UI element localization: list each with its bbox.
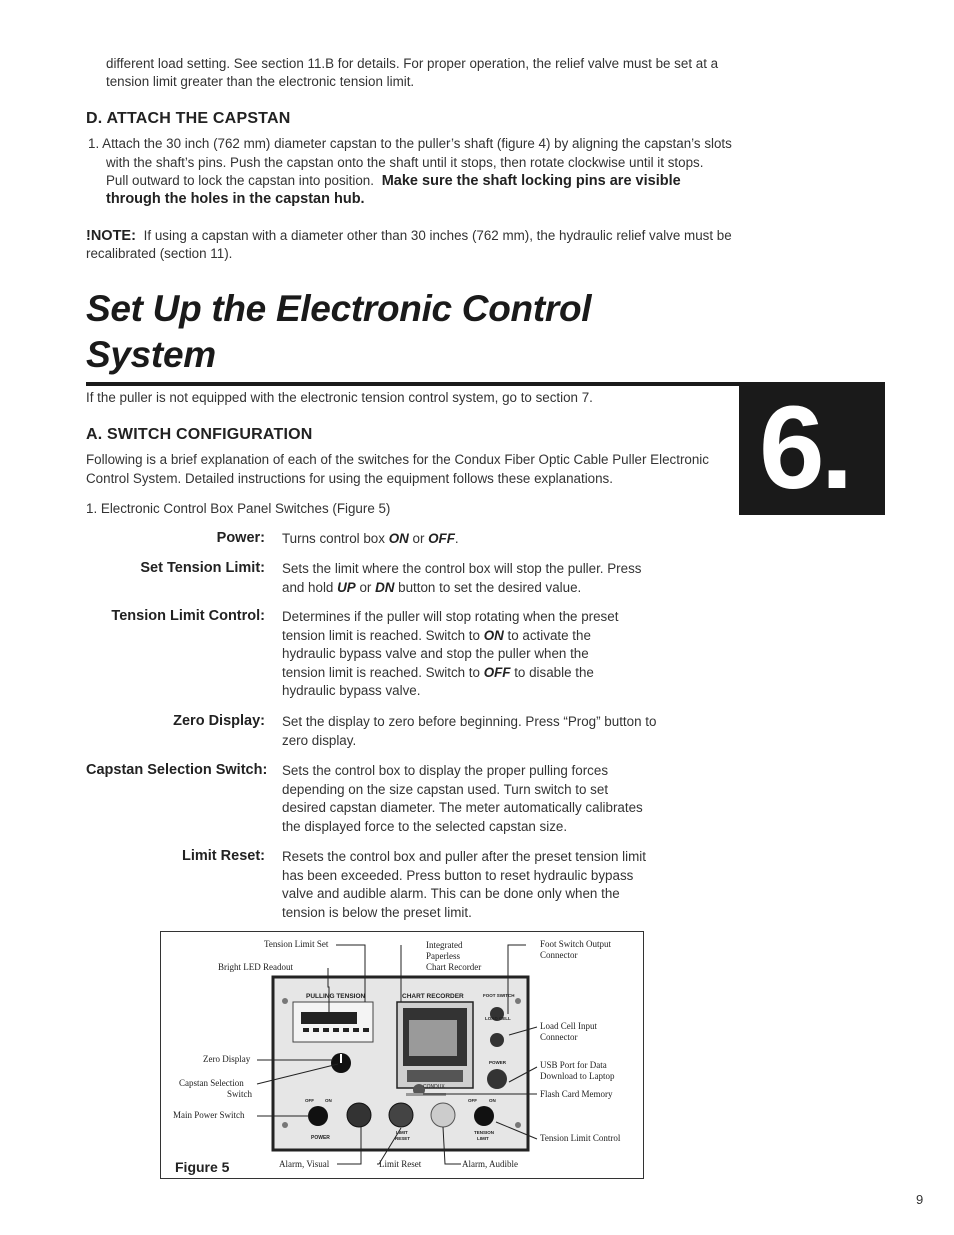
panel-chart-recorder: CHART RECORDER	[402, 993, 464, 1000]
callout-alarm-audible: Alarm, Audible	[462, 1159, 518, 1169]
intro-line-2: tension limit greater than the electronic tension limit.	[106, 74, 415, 89]
set-tension-up: UP	[337, 579, 356, 595]
limit-reset-l2: has been exceeded. Press button to reset hydraulic bypass	[282, 867, 634, 883]
panel-foot-switch: FOOT SWITCH	[483, 993, 515, 998]
callout-paperless: Paperless	[426, 951, 460, 961]
panel-power-small: POWER	[489, 1060, 507, 1065]
switch-tension-control-desc	[282, 608, 662, 701]
callout-usb-2: Download to Laptop	[540, 1071, 615, 1081]
set-tension-l2c: button to set the desired value.	[394, 579, 582, 595]
power-text-3: .	[454, 531, 459, 546]
limit-reset-l3: valve and audible alarm. This can be done only when the	[282, 886, 620, 901]
limit-reset-l4: tension is below the preset limit.	[282, 904, 472, 920]
tension-control-l4a: tension limit is reached. Switch to	[282, 664, 484, 680]
set-tension-l1: Sets the limit where the control box will stop the puller. Press	[282, 561, 642, 576]
tension-control-l2b: to activate the	[503, 627, 591, 643]
panel-power-off: OFF	[305, 1098, 314, 1103]
figure-caption: Figure 5	[175, 1159, 230, 1175]
set-tension-l2	[282, 579, 662, 598]
switch-config-heading: A. SWITCH CONFIGURATION	[86, 426, 313, 443]
switch-limit-reset-desc	[282, 848, 662, 922]
tension-control-l1: Determines if the puller will stop rotating when the preset	[282, 609, 619, 624]
note-line-2: recalibrated (section 11).	[86, 246, 233, 261]
switch-capstan-selection-desc	[282, 762, 662, 836]
callout-capstan-sel-2: Switch	[227, 1089, 253, 1099]
switch-zero-label: Zero Display:	[173, 713, 265, 729]
set-tension-l2a: and hold	[282, 579, 338, 595]
tension-control-l3: hydraulic bypass valve and stop the puller when the	[282, 646, 589, 661]
limit-reset-l1: Resets the control box and puller after the preset tension limit	[282, 849, 646, 864]
main-power-knob	[308, 1106, 328, 1126]
callout-limit-reset: Limit Reset	[379, 1159, 422, 1169]
section-title-line-2: System	[86, 334, 216, 375]
figure-5	[160, 931, 644, 1179]
set-tension-dn: DN	[375, 579, 395, 595]
callout-zero-display: Zero Display	[203, 1054, 251, 1064]
note-text-1: If using a capstan with a diameter other than 30 inches (762 mm), the hydraulic relief valve must be	[143, 228, 732, 243]
callout-chart-recorder: Chart Recorder	[426, 962, 482, 972]
panel-power-on: ON	[325, 1098, 332, 1103]
panel-power: POWER	[311, 1135, 330, 1141]
callout-load-cell-1: Load Cell Input	[540, 1021, 597, 1031]
callout-foot-switch-2: Connector	[540, 950, 578, 960]
callout-tension-limit-set: Tension Limit Set	[264, 939, 329, 949]
capstan-line-2: with the shaft’s pins. Push the capstan onto the shaft until it stops, then rotate clockwise until it stops.	[106, 155, 704, 170]
switch-zero-desc	[282, 713, 662, 750]
panel-tension-limit: LIMIT	[477, 1136, 489, 1141]
section-title-line-1: Set Up the Electronic Control	[86, 288, 592, 329]
alarm-audible	[431, 1103, 455, 1127]
capstan-sel-l4: the displayed force to the selected capstan size.	[282, 818, 568, 834]
callout-load-cell-2: Connector	[540, 1032, 578, 1042]
panel-condux: CONDUX	[423, 1084, 445, 1090]
zero-l2: zero display.	[282, 732, 357, 748]
callout-alarm-visual: Alarm, Visual	[279, 1159, 330, 1169]
tension-control-l5: hydraulic bypass valve.	[282, 683, 421, 698]
callout-integrated: Integrated	[426, 940, 463, 950]
power-text-2: or	[408, 531, 429, 546]
switch-capstan-selection-label: Capstan Selection Switch:	[86, 762, 268, 778]
capstan-line-3	[106, 172, 681, 191]
tension-control-off: OFF	[483, 664, 511, 680]
panel-load-cell: LOAD CELL	[485, 1016, 511, 1021]
section-intro: If the puller is not equipped with the electronic tension control system, go to section 7.	[86, 390, 593, 405]
intro-line-1: different load setting. See section 11.B for details. For proper operation, the relief valve must be set at a	[106, 56, 719, 71]
switch-list-intro: 1. Electronic Control Box Panel Switches (Figure 5)	[86, 501, 391, 516]
note-line-1	[86, 227, 732, 246]
callout-bright-led: Bright LED Readout	[218, 962, 293, 972]
switch-config-p2: Control System. Detailed instructions for using the equipment follows these explanations.	[86, 471, 613, 486]
capstan-line-3-text: Pull outward to lock the capstan into position.	[106, 173, 374, 188]
capstan-line-3-bold: Make sure the shaft locking pins are visible	[381, 173, 681, 189]
tension-control-on: ON	[483, 627, 504, 643]
panel-tension: TENSION	[474, 1130, 495, 1135]
panel-pulling-tension: PULLING TENSION	[306, 993, 366, 1000]
limit-reset-button	[389, 1103, 413, 1127]
panel-tension-on: ON	[489, 1098, 496, 1103]
callout-flash: Flash Card Memory	[540, 1089, 613, 1099]
panel-reset: RESET	[395, 1136, 411, 1141]
page-number: 9	[916, 1192, 924, 1207]
alarm-visual-light	[347, 1103, 371, 1127]
chart-recorder-screen	[409, 1020, 457, 1056]
callout-foot-switch-1: Foot Switch Output	[540, 939, 612, 949]
capstan-heading: D. ATTACH THE CAPSTAN	[86, 110, 291, 127]
set-tension-l2b: or	[355, 579, 376, 595]
switch-config-p1: Following is a brief explanation of each of the switches for the Condux Fiber Optic Cable Puller Electronic	[86, 452, 709, 467]
capstan-sel-l1: Sets the control box to display the proper pulling forces	[282, 763, 609, 778]
power-off: OFF	[428, 531, 455, 546]
tension-control-l4	[282, 664, 662, 683]
led-display	[301, 1012, 357, 1024]
tension-control-l2a: tension limit is reached. Switch to	[282, 627, 484, 643]
tension-control-l2	[282, 627, 662, 646]
power-connector	[487, 1069, 507, 1089]
switch-set-tension-label: Set Tension Limit:	[140, 560, 265, 576]
switch-set-tension-desc	[282, 560, 662, 597]
switch-tension-control-label: Tension Limit Control:	[111, 608, 265, 624]
tension-limit-knob	[474, 1106, 494, 1126]
zero-l1: Set the display to zero before beginning. Press “Prog” button to	[282, 714, 657, 729]
panel-tension-off: OFF	[468, 1098, 477, 1103]
section-number-box	[739, 382, 885, 515]
power-text-1: Turns control box	[282, 531, 389, 546]
switch-power-label: Power:	[216, 530, 265, 546]
panel-limit: LIMIT	[396, 1130, 408, 1135]
section-number: 6.	[759, 382, 850, 514]
callout-capstan-sel-1: Capstan Selection	[179, 1078, 244, 1088]
switch-limit-reset-label: Limit Reset:	[182, 848, 265, 864]
power-on: ON	[388, 531, 409, 546]
capstan-line-4-bold: through the holes in the capstan hub.	[106, 191, 365, 207]
load-cell-connector	[490, 1033, 504, 1047]
callout-usb-1: USB Port for Data	[540, 1060, 607, 1070]
tension-control-l4b: to disable the	[510, 664, 594, 680]
callout-main-power: Main Power Switch	[173, 1110, 245, 1120]
switch-power-desc	[282, 530, 662, 549]
capstan-sel-l3: desired capstan diameter. The meter automatically calibrates	[282, 800, 643, 815]
capstan-sel-l2: depending on the size capstan used. Turn switch to set	[282, 781, 609, 797]
callout-tension-limit-control: Tension Limit Control	[540, 1133, 621, 1143]
note-label: !NOTE:	[86, 228, 136, 244]
capstan-line-1: 1. Attach the 30 inch (762 mm) diameter capstan to the puller’s shaft (figure 4) by aligning the capstan’s slots	[88, 136, 732, 151]
